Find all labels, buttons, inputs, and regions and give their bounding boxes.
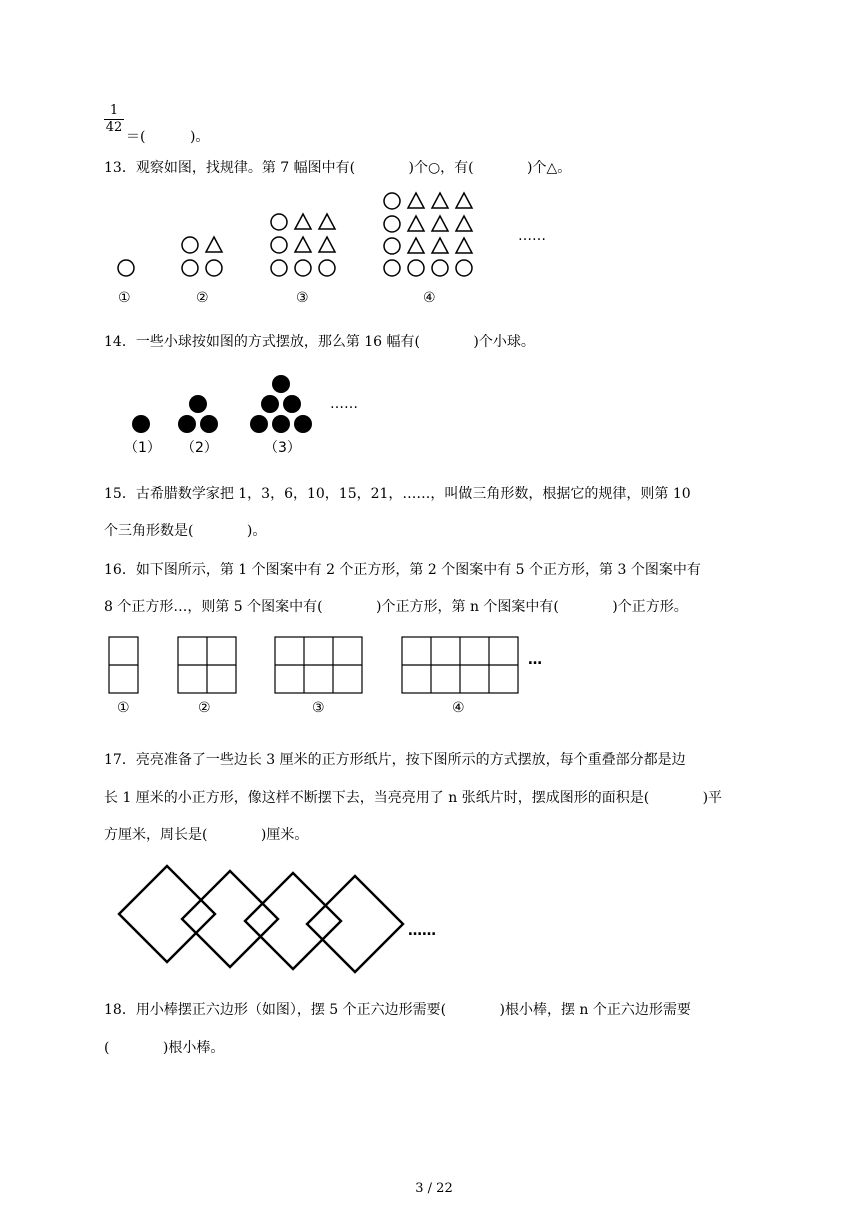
- circle-shape: [384, 238, 400, 254]
- q15-line1: 15．古希腊数学家把 1，3，6，10，15，21，……，叫做三角形数，根据它的规律，则第 10: [104, 486, 691, 502]
- circle-shape: [384, 216, 400, 232]
- q13-text: 13．观察如图，找规律。第 7 幅图中有( )个○，有( )个△。: [104, 160, 572, 176]
- q16-figure: [109, 637, 518, 693]
- diamond-1: [119, 866, 215, 962]
- ball-shape: [272, 375, 290, 393]
- q13-label-4: ④: [423, 290, 436, 306]
- circle-shape: [456, 260, 472, 276]
- ball-shape: [261, 395, 279, 413]
- diamond-2: [182, 871, 278, 967]
- triangle-shape: [432, 193, 448, 208]
- triangle-shape: [319, 237, 335, 252]
- triangle-shape: [432, 238, 448, 253]
- ball-shape: [272, 415, 290, 433]
- triangle-shape: [456, 193, 472, 208]
- triangle-shape: [456, 238, 472, 253]
- ball-shape: [200, 415, 218, 433]
- diamond-4: [307, 876, 403, 972]
- q16-ellipsis: …: [528, 652, 542, 668]
- q16-label-4: ④: [452, 700, 465, 716]
- fraction-numerator: 1: [109, 103, 119, 118]
- fraction-tail: ＝( )。: [126, 129, 210, 145]
- q17-line3: 方厘米，周长是( )厘米。: [104, 827, 309, 843]
- q16-label-2: ②: [198, 700, 211, 716]
- q14-ellipsis: ……: [330, 396, 358, 412]
- circle-shape: [182, 237, 198, 253]
- circle-shape: [271, 260, 287, 276]
- circle-shape: [118, 260, 134, 276]
- circle-shape: [182, 260, 198, 276]
- triangle-shape: [206, 237, 222, 252]
- ball-shape: [189, 395, 207, 413]
- q14-figure: [132, 375, 312, 433]
- diamond-3: [245, 873, 341, 969]
- q13-figure: [118, 193, 472, 276]
- circle-shape: [384, 260, 400, 276]
- ball-shape: [250, 415, 268, 433]
- triangle-shape: [408, 193, 424, 208]
- q13-label-3: ③: [296, 290, 309, 306]
- ball-shape: [178, 415, 196, 433]
- q16-label-3: ③: [312, 700, 325, 716]
- triangle-shape: [295, 214, 311, 229]
- q14-label-1: （1）: [124, 440, 161, 456]
- triangle-shape: [456, 216, 472, 231]
- q14-label-2: （2）: [181, 440, 218, 456]
- ball-shape: [294, 415, 312, 433]
- q18-line1: 18．用小棒摆正六边形（如图），摆 5 个正六边形需要( )根小棒，摆 n 个正六边形需要: [104, 1002, 691, 1018]
- q15-line2: 个三角形数是( )。: [104, 523, 267, 539]
- triangle-shape: [295, 237, 311, 252]
- q17-ellipsis: ……: [408, 923, 436, 939]
- triangle-shape: [432, 216, 448, 231]
- q17-figure: [119, 866, 403, 972]
- circle-shape: [384, 193, 400, 209]
- q16-line2: 8 个正方形…，则第 5 个图案中有( )个正方形，第 n 个图案中有( )个正方形。: [104, 599, 688, 615]
- circle-shape: [408, 260, 424, 276]
- q18-line2: ( )根小棒。: [104, 1040, 225, 1056]
- q16-label-1: ①: [117, 700, 130, 716]
- triangle-shape: [408, 238, 424, 253]
- fraction-denominator: 42: [105, 120, 123, 135]
- circle-shape: [295, 260, 311, 276]
- triangle-shape: [319, 214, 335, 229]
- q13-ellipsis: ……: [518, 228, 546, 244]
- q17-line2: 长 1 厘米的小正方形，像这样不断摆下去，当亮亮用了 n 张纸片时，摆成图形的面积是( )平: [104, 790, 723, 806]
- circle-shape: [432, 260, 448, 276]
- circle-shape: [206, 260, 222, 276]
- q13-label-1: ①: [118, 290, 131, 306]
- circle-shape: [319, 260, 335, 276]
- q14-label-3: （3）: [264, 440, 301, 456]
- ball-shape: [132, 415, 150, 433]
- triangle-shape: [408, 216, 424, 231]
- page-number: 3 / 22: [415, 1181, 453, 1196]
- circle-shape: [271, 214, 287, 230]
- q13-label-2: ②: [196, 290, 209, 306]
- q16-line1: 16．如下图所示，第 1 个图案中有 2 个正方形，第 2 个图案中有 5 个正方形，第 3 个图案中有: [104, 562, 701, 578]
- ball-shape: [283, 395, 301, 413]
- circle-shape: [271, 237, 287, 253]
- q14-text: 14．一些小球按如图的方式摆放，那么第 16 幅有( )个小球。: [104, 334, 535, 350]
- q17-line1: 17．亮亮准备了一些边长 3 厘米的正方形纸片，按下图所示的方式摆放，每个重叠部分都是边: [104, 752, 686, 768]
